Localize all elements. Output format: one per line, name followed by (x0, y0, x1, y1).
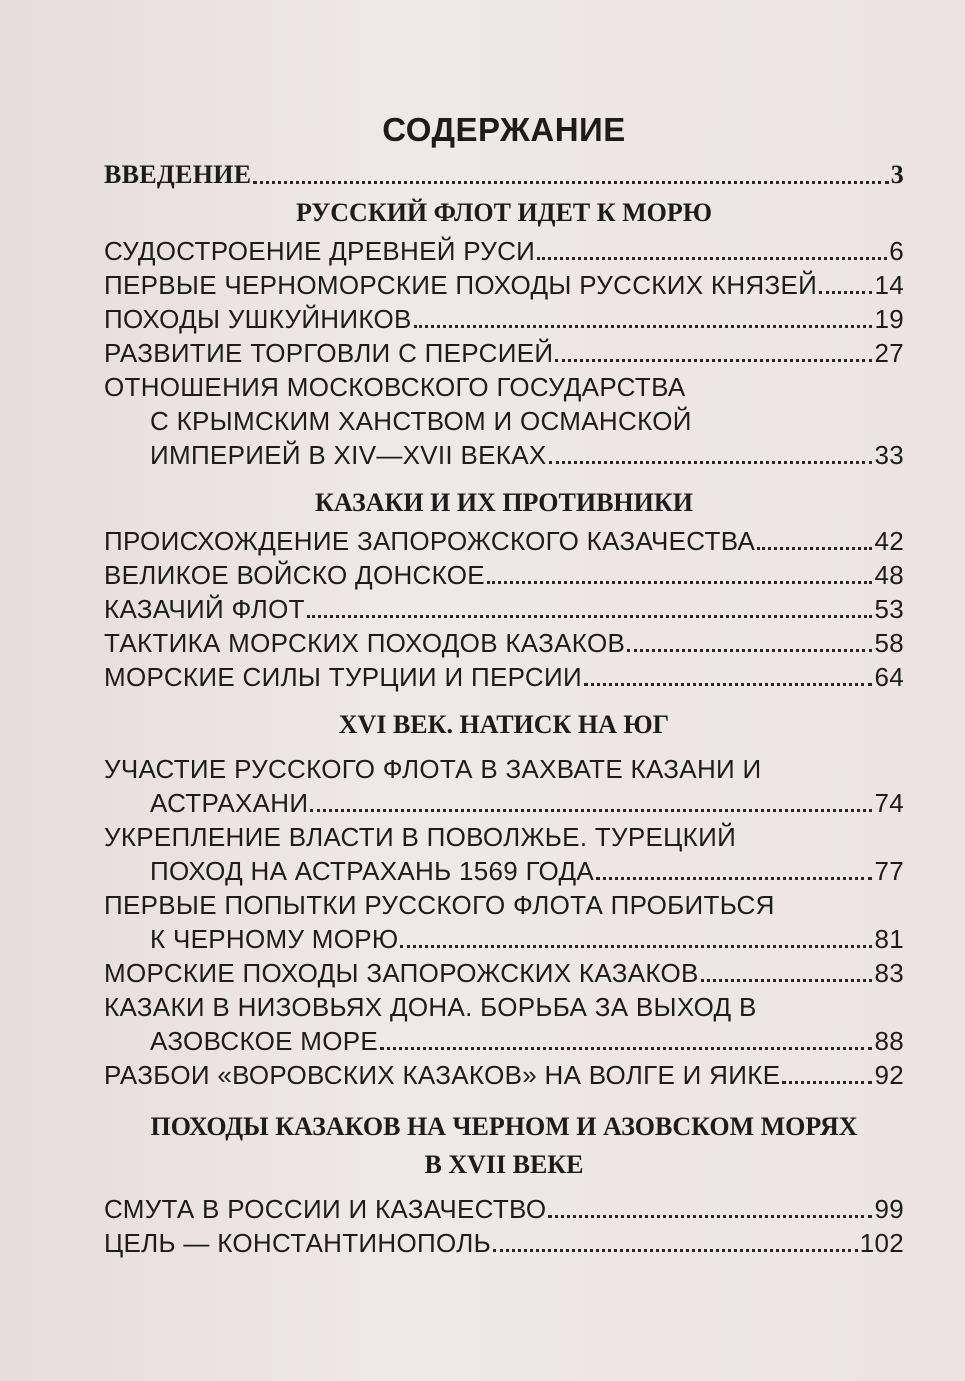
toc-entry-label: ПЕРВЫЕ ЧЕРНОМОРСКИЕ ПОХОДЫ РУССКИХ КНЯЗЕЙ (104, 270, 818, 300)
dot-leader (414, 325, 873, 328)
toc-entry (104, 990, 904, 1058)
toc-entry-label-line: ПЕРВЫЕ ПОПЫТКИ РУССКОГО ФЛОТА ПРОБИТЬСЯ (104, 890, 775, 920)
toc-entry (104, 888, 904, 956)
toc-page-number: 27 (874, 338, 904, 368)
toc-page-number: 58 (874, 628, 904, 658)
toc-page-number: 14 (874, 270, 904, 300)
toc-entry-label: АЗОВСКОЕ МОРЕ (150, 1026, 379, 1056)
toc-entry-label: ИМПЕРИЕЙ В XIV—XVII ВЕКАХ (150, 440, 547, 470)
toc-entry (104, 1192, 904, 1226)
toc-sections (104, 196, 904, 1260)
dot-leader (596, 877, 872, 880)
dot-leader (253, 181, 888, 184)
toc-page-number: 48 (874, 560, 904, 590)
dot-leader (627, 649, 872, 652)
toc-page-number: 53 (874, 594, 904, 624)
toc-page-number: 81 (874, 924, 904, 954)
toc-entry (104, 1226, 904, 1260)
dot-leader (380, 1047, 872, 1050)
dot-leader (701, 979, 873, 982)
toc-entry-label: РАЗБОИ «ВОРОВСКИХ КАЗАКОВ» НА ВОЛГЕ И ЯИКЕ (104, 1060, 781, 1090)
toc-entry (104, 370, 904, 472)
section-heading: ПОХОДЫ КАЗАКОВ НА ЧЕРНОМ И АЗОВСКОМ МОРЯХ (150, 1112, 858, 1141)
toc-entry-label: ПОХОД НА АСТРАХАНЬ 1569 ГОДА (150, 856, 594, 886)
toc-entry-label: РАЗВИТИЕ ТОРГОВЛИ С ПЕРСИЕЙ (104, 338, 554, 368)
toc-entry (104, 524, 904, 558)
toc-entry (104, 268, 904, 302)
dot-leader (584, 683, 872, 686)
dot-leader (819, 291, 872, 294)
dot-leader (487, 581, 873, 584)
toc-entry-label-line: С КРЫМСКИМ ХАНСТВОМ И ОСМАНСКОЙ (150, 406, 692, 436)
toc-entry-label: АСТРАХАНИ (150, 788, 309, 818)
section-heading: КАЗАКИ И ИХ ПРОТИВНИКИ (315, 488, 693, 517)
toc-entry-label-line: ОТНОШЕНИЯ МОСКОВСКОГО ГОСУДАРСТВА (104, 372, 686, 402)
toc-entry-label: ЦЕЛЬ — КОНСТАНТИНОПОЛЬ (104, 1228, 491, 1258)
section-heading: РУССКИЙ ФЛОТ ИДЕТ К МОРЮ (295, 198, 713, 227)
toc-entry (104, 820, 904, 888)
toc-entry (104, 234, 904, 268)
toc-page-number: 6 (889, 236, 904, 266)
toc-entry-label-line: КАЗАКИ В НИЗОВЬЯХ ДОНА. БОРЬБА ЗА ВЫХОД В (104, 992, 757, 1022)
toc-entry-intro (104, 158, 904, 192)
toc-entry-label: К ЧЕРНОМУ МОРЮ (150, 924, 399, 954)
toc-entry-label: МОРСКИЕ СИЛЫ ТУРЦИИ И ПЕРСИИ (104, 662, 582, 692)
toc-entry-label: ПОХОДЫ УШКУЙНИКОВ (104, 304, 412, 334)
toc-entry-label: КАЗАЧИЙ ФЛОТ (104, 594, 305, 624)
dot-leader (307, 615, 873, 618)
toc-entry (104, 660, 904, 694)
dot-leader (400, 945, 872, 948)
toc-page-number: 77 (874, 856, 904, 886)
toc-page-number: 92 (874, 1060, 904, 1090)
toc-page-number: 19 (874, 304, 904, 334)
toc-entry-label: МОРСКИЕ ПОХОДЫ ЗАПОРОЖСКИХ КАЗАКОВ (104, 958, 699, 988)
toc-page-number: 33 (874, 440, 904, 470)
toc-entry-label: СУДОСТРОЕНИЕ ДРЕВНЕЙ РУСИ (104, 236, 536, 266)
toc-entry (104, 558, 904, 592)
toc-page-number: 99 (874, 1194, 904, 1224)
dot-leader (549, 461, 873, 464)
toc-page-number: 42 (874, 526, 904, 556)
section-heading: XVI ВЕК. НАТИСК НА ЮГ (338, 710, 670, 739)
toc-entry (104, 1058, 904, 1092)
dot-leader (757, 547, 872, 550)
toc-entry (104, 592, 904, 626)
table-of-contents (104, 98, 904, 1260)
toc-page-number: 64 (874, 662, 904, 692)
toc-page-number: 3 (890, 160, 904, 189)
dot-leader (548, 1215, 872, 1218)
toc-entry (104, 956, 904, 990)
toc-entry-label: ВЕЛИКОЕ ВОЙСКО ДОНСКОЕ (104, 560, 485, 590)
toc-page-number: 83 (874, 958, 904, 988)
section-heading-line2: В XVII ВЕКЕ (424, 1150, 584, 1179)
toc-entry-label-line: УЧАСТИЕ РУССКОГО ФЛОТА В ЗАХВАТЕ КАЗАНИ И (104, 754, 762, 784)
toc-page-number: 88 (874, 1026, 904, 1056)
dot-leader (493, 1249, 858, 1252)
toc-entry-label: ПРОИСХОЖДЕНИЕ ЗАПОРОЖСКОГО КАЗАЧЕСТВА (104, 526, 756, 556)
dot-leader (555, 359, 872, 362)
toc-page-number: 102 (859, 1228, 904, 1258)
toc-entry (104, 336, 904, 370)
toc-entry (104, 302, 904, 336)
dot-leader (537, 257, 887, 260)
toc-entry-label-line: УКРЕПЛЕНИЕ ВЛАСТИ В ПОВОЛЖЬЕ. ТУРЕЦКИЙ (104, 822, 737, 852)
toc-entry (104, 626, 904, 660)
dot-leader (310, 809, 872, 812)
toc-entry-label: ВВЕДЕНИЕ (104, 160, 252, 189)
dot-leader (782, 1081, 872, 1084)
toc-page-number: 74 (874, 788, 904, 818)
toc-entry-label: СМУТА В РОССИИ И КАЗАЧЕСТВО (104, 1194, 547, 1224)
toc-entry-label: ТАКТИКА МОРСКИХ ПОХОДОВ КАЗАКОВ (104, 628, 626, 658)
toc-entry (104, 752, 904, 820)
page-title: СОДЕРЖАНИЕ (382, 111, 626, 148)
